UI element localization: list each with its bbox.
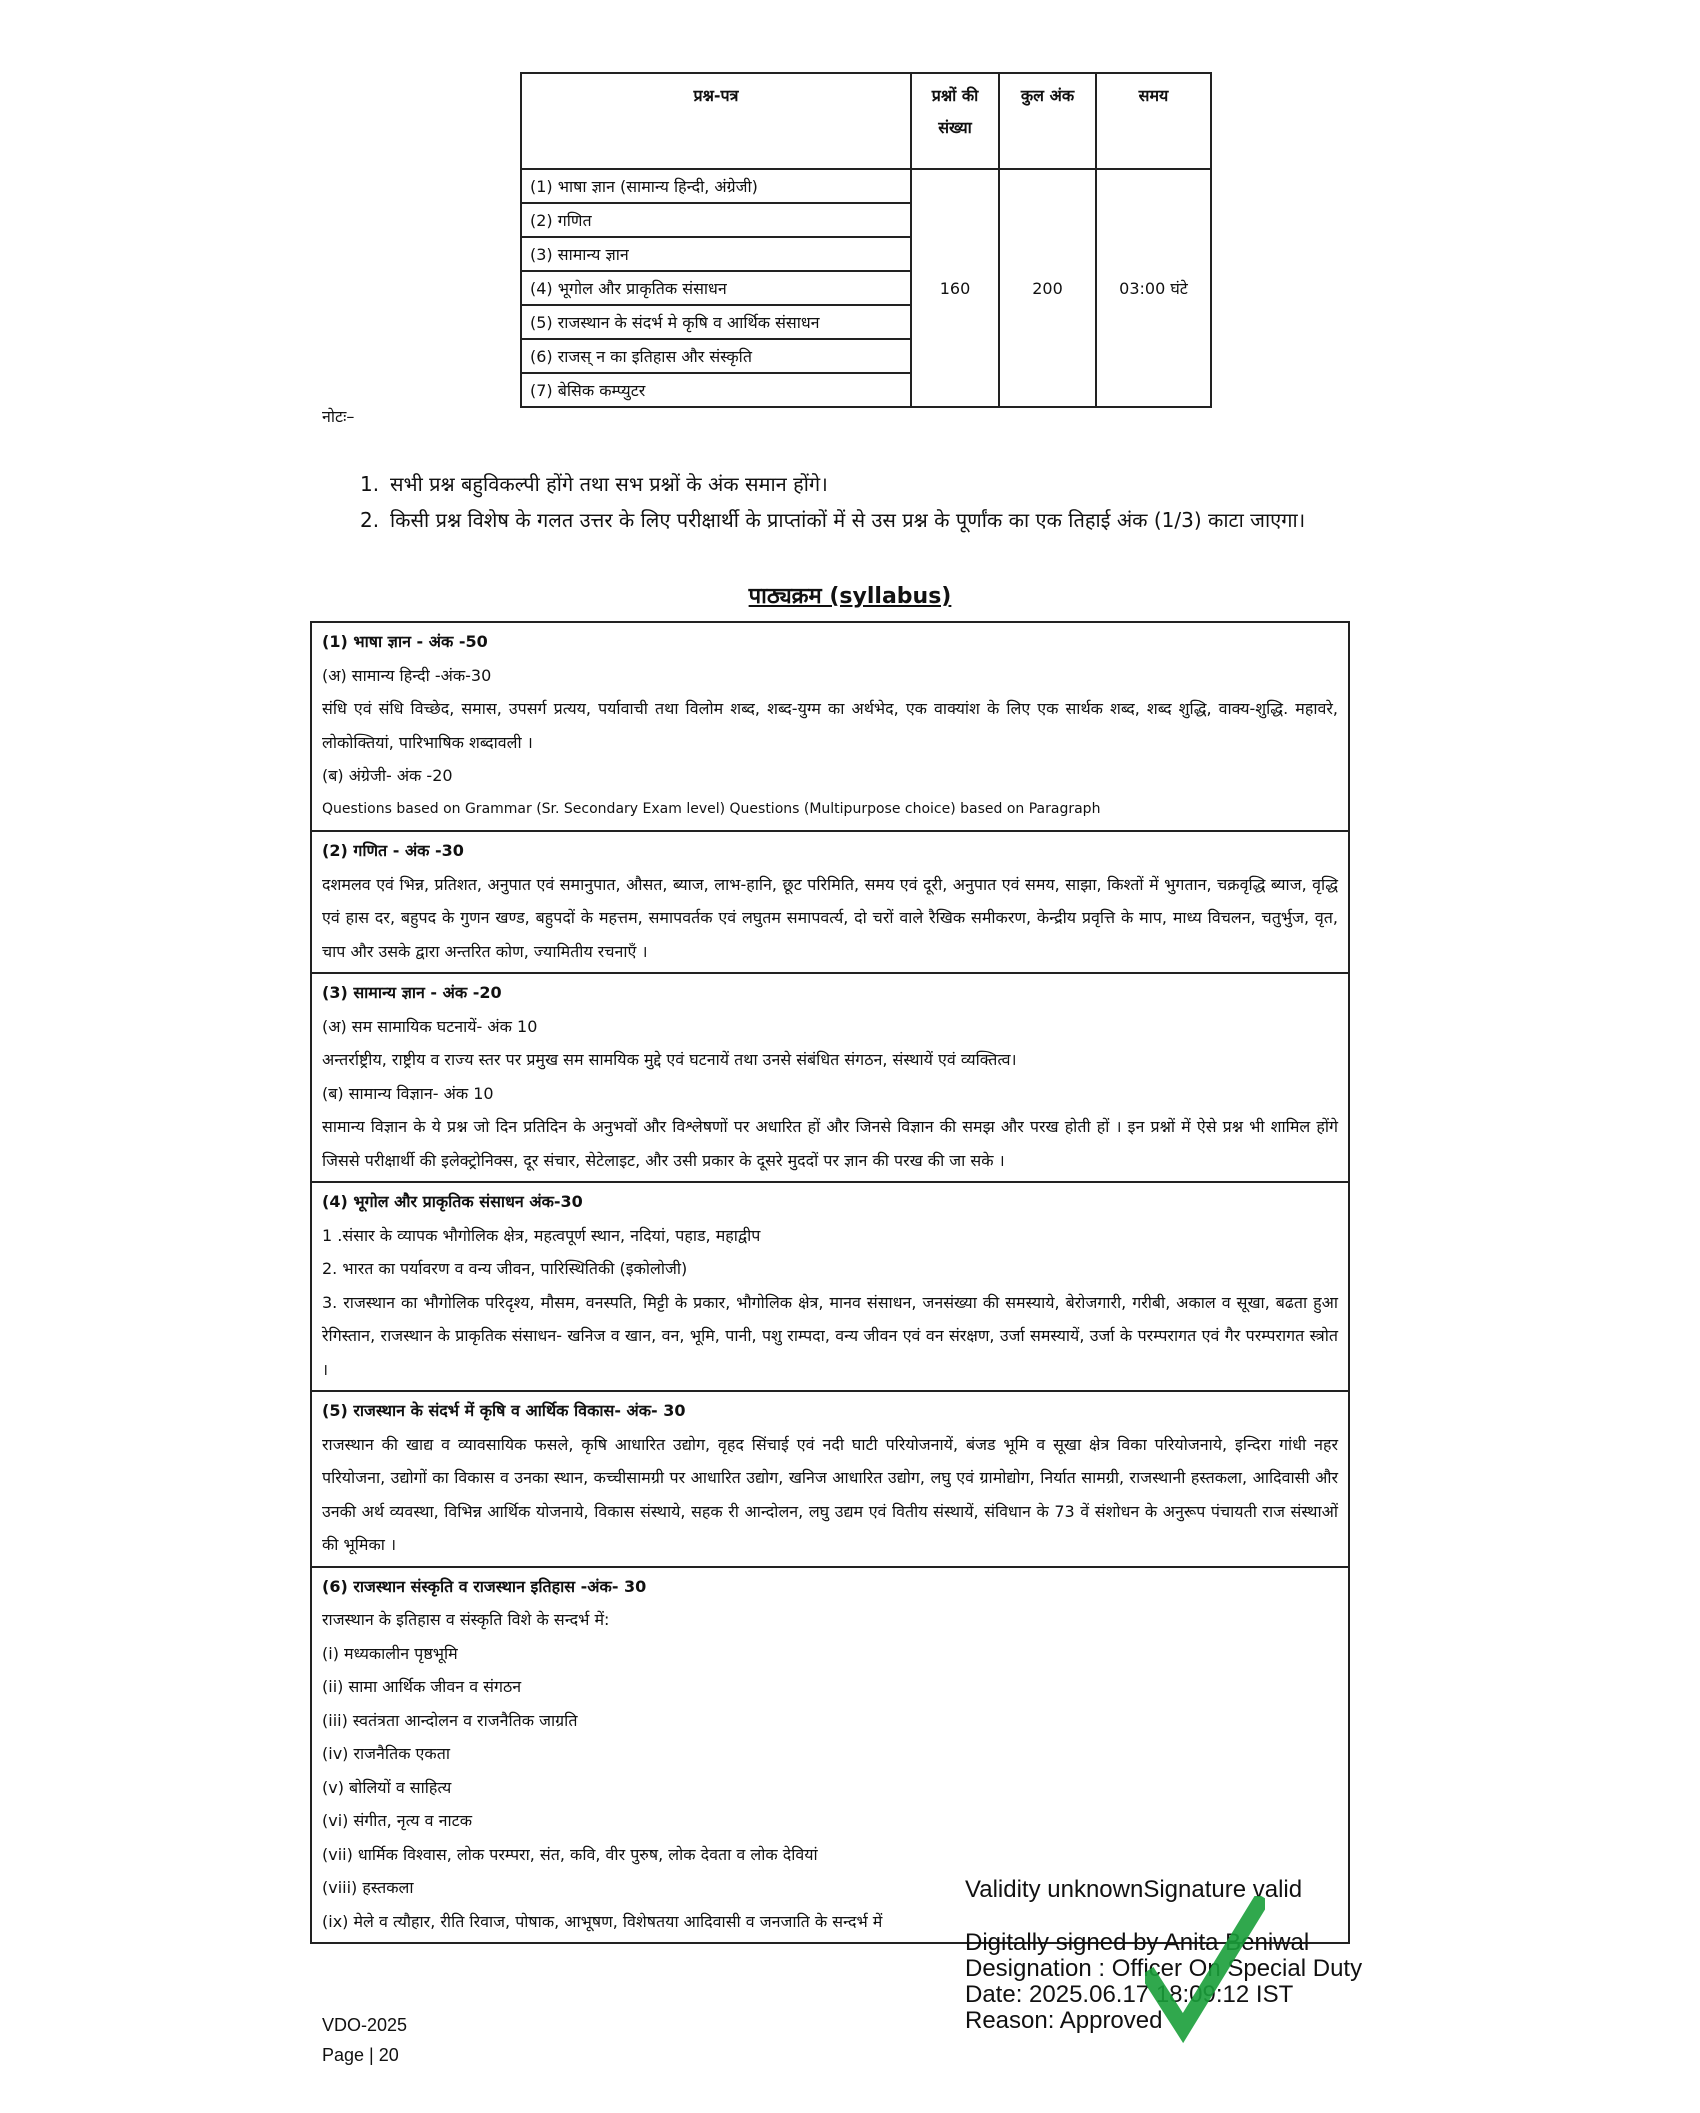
page-footer <box>322 2010 407 2070</box>
section-language <box>312 623 1348 832</box>
section-text: Questions based on Grammar (Sr. Secondary Exam level) Questions (Multipurpose choice) based on Paragraph <box>322 800 1101 817</box>
syllabus-heading <box>0 580 1700 610</box>
section-heading: (5) राजस्थान के संदर्भ में कृषि व आर्थिक विकास- अंक- 30 <box>322 1401 686 1420</box>
list-item: (ii) सामा आर्थिक जीवन व संगठन <box>322 1677 522 1696</box>
list-item: (iv) राजनैतिक एकता <box>322 1744 450 1763</box>
list-item: (ix) मेले व त्यौहार, रीति रिवाज, पोषाक, आभूषण, विशेषतया आदिवासी व जनजाति के सन्दर्भ में <box>322 1911 883 1931</box>
table-row <box>521 169 1211 203</box>
subsection-heading: (अ) सम सामायिक घटनायें- अंक 10 <box>322 1016 538 1036</box>
section-agriculture-economy <box>312 1392 1348 1568</box>
list-item: (vii) धार्मिक विश्वास, लोक परम्परा, संत, कवि, वीर पुरुष, लोक देवता व लोक देवियां <box>322 1844 818 1864</box>
table-header-row <box>521 73 1211 169</box>
subject-cell: (5) राजस्थान के संदर्भ मे कृषि व आर्थिक संसाधन <box>521 305 911 339</box>
subject-cell: (4) भूगोल और प्राकृतिक संसाधन <box>521 271 911 305</box>
subject-cell: (7) बेसिक कम्प्युटर <box>521 373 911 407</box>
total-marks: 200 <box>999 169 1096 407</box>
rule-text: सभी प्रश्न बहुविकल्पी होंगे तथा सभ प्रश्नों के अंक समान होंगे। <box>390 472 828 496</box>
rule-number: 1. <box>360 472 380 496</box>
section-text: 2. भारत का पर्यावरण व वन्य जीवन, पारिस्थितिकी (इकोलोजी) <box>322 1259 688 1278</box>
exam-pattern-table <box>520 72 1212 408</box>
section-heading: (4) भूगोल और प्राकृतिक संसाधन अंक-30 <box>322 1192 583 1211</box>
section-text: सामान्य विज्ञान के ये प्रश्न जो दिन प्रतिदिन के अनुभवों और विश्लेषणों पर अधारित हों और जिनसे विज्ञान की समझ और परख होती हों । इन प्रश्नों में ऐसे प्रश्न भी शामिल होंगे जिससे परीक्षार्थी की इलेक्ट्रोनिक्स, दूर संचार, सेटेलाइट, और उसी प्रकार के दूसरे मुददों पर ज्ञान की परख की जा सके । <box>322 1117 1338 1170</box>
note-label: नोटः– <box>322 407 355 426</box>
syllabus-heading-text: पाठ्यक्रम (syllabus) <box>748 584 952 609</box>
section-text: 3. राजस्थान का भौगोलिक परिदृश्य, मौसम, वनस्पति, मिट्टी के प्रकार, भौगोलिक क्षेत्र, मानव संसाधन, जनसंख्या की समस्याये, बेरोजगारी, गरीबी, अकाल व सूखा, बढता हुआ रेगिस्तान, राजस्थान के प्राकृतिक संसाधन- खनिज व खान, वन, भूमि, पानी, पशु राम्पदा, वन्य जीवन एवं वन संरक्षण, उर्जा समस्यायें, उर्जा के परम्परागत एवं गैर परम्परागत स्त्रोत । <box>322 1292 1338 1379</box>
signer-designation: Designation : Officer On Special Duty <box>965 1955 1363 1982</box>
section-math <box>312 832 1348 974</box>
section-heading: (3) सामान्य ज्ञान - अंक -20 <box>322 983 502 1002</box>
exam-time: 03:00 घंटे <box>1096 169 1211 407</box>
rule-text: किसी प्रश्न विशेष के गलत उत्तर के लिए परीक्षार्थी के प्राप्तांकों में से उस प्रश्न के पूर्णांक का एक तिहाई अंक (1/3) काटा जाएगा। <box>390 508 1306 532</box>
checkmark-icon <box>1145 1896 1265 2046</box>
signature-date: Date: 2025.06.17 18:09:12 IST <box>965 1981 1294 2008</box>
list-item: (i) मध्यकालीन पृष्ठभूमि <box>322 1643 458 1663</box>
section-text: 1 .संसार के व्यापक भौगोलिक क्षेत्र, महत्वपूर्ण स्थान, नदियां, पहाड, महाद्वीप <box>322 1225 761 1245</box>
subject-cell: (3) सामान्य ज्ञान <box>521 237 911 271</box>
rule-item <box>360 466 1405 502</box>
subject-cell: (1) भाषा ज्ञान (सामान्य हिन्दी, अंग्रेजी) <box>521 169 911 203</box>
syllabus-box <box>310 621 1350 1944</box>
section-geography <box>312 1183 1348 1392</box>
section-general-knowledge <box>312 974 1348 1183</box>
section-text: राजस्थान के इतिहास व संस्कृति विशे के सन्दर्भ में: <box>322 1610 610 1629</box>
signature-reason: Reason: Approved <box>965 2007 1163 2034</box>
section-text: राजस्थान की खाद्य व व्यावसायिक फसले, कृषि आधारित उद्योग, वृहद सिंचाई एवं नदी घाटी परियोजनायें, बंजड भूमि व सूखा क्षेत्र विका परियोजनाये, इन्दिरा गांधी नहर परियोजना, उद्योगों का विकास व उनका स्थान, कच्चीसामग्री पर आधारित उद्योग, खनिज आधारित उद्योग, लघु एवं ग्रामोद्योग, निर्यात सामग्री, राजस्थानी हस्तकला, आदिवासी और उनकी अर्थ व्यवस्था, विभिन्न आर्थिक योजनाये, विकास संस्थाये, सहक री आन्दोलन, लघु उद्यम एवं वितीय संस्थायें, संविधान के 73 वें संशोधन के अनुरूप पंचायती राज संस्थाओं की भूमिका । <box>322 1434 1338 1554</box>
section-heading: (2) गणित - अंक -30 <box>322 841 464 860</box>
page-number: Page | 20 <box>322 2045 399 2065</box>
header-marks: कुल अंक <box>999 73 1096 169</box>
document-code: VDO-2025 <box>322 2015 408 2035</box>
rule-item <box>360 502 1405 538</box>
list-item: (iii) स्वतंत्रता आन्दोलन व राजनैतिक जाग्रति <box>322 1710 578 1730</box>
rules-list <box>360 466 1405 538</box>
signature-status: Validity unknownSignature valid <box>965 1876 1303 1903</box>
section-text: अन्तर्राष्ट्रीय, राष्ट्रीय व राज्य स्तर पर प्रमुख सम सामयिक मुद्दे एवं घटनायें तथा उनसे संबंधित संगठन, संस्थायें एवं व्यक्तित्व। <box>322 1050 1017 1069</box>
subject-cell: (6) राजस् न का इतिहास और संस्कृति <box>521 339 911 373</box>
section-text: दशमलव एवं भिन्न, प्रतिशत, अनुपात एवं समानुपात, औसत, ब्याज, लाभ-हानि, छूट परिमिति, समय एवं दूरी, अनुपात एवं समय, साझा, किश्तों में भुगतान, चक्रवृद्धि ब्याज, वृद्धि एवं हास दर, बहुपद के गुणन खण्ड, बहुपदों के महत्तम, समापवर्तक एवं लघुतम समापवर्त्य, दो चरों वाले रैखिक समीकरण, केन्द्रीय प्रवृत्ति के माप, माध्य विचलन, चतुर्भुज, वृत, चाप और उसके द्वारा अन्तरित कोण, ज्यामितीय रचनाएँ । <box>322 874 1338 961</box>
list-item: (vi) संगीत, नृत्य व नाटक <box>322 1811 472 1830</box>
list-item: (viii) हस्तकला <box>322 1878 414 1897</box>
section-text: संधि एवं संधि विच्छेद, समास, उपसर्ग प्रत्यय, पर्यावाची तथा विलोम शब्द, शब्द-युग्म का अर्थभेद, एक वाक्यांश के लिए एक सार्थक शब्द, शब्द शुद्धि, वाक्य-शुद्धि. महावरे, लोकोक्तियां, पारिभाषिक शब्दावली । <box>322 699 1338 752</box>
list-item: (v) बोलियों व साहित्य <box>322 1777 452 1797</box>
header-paper: प्रश्न-पत्र <box>521 73 911 169</box>
subsection-heading: (ब) सामान्य विज्ञान- अंक 10 <box>322 1083 494 1103</box>
rule-number: 2. <box>360 508 380 532</box>
questions-count: 160 <box>911 169 999 407</box>
header-questions: प्रश्नों की संख्या <box>911 73 999 169</box>
subsection-heading: (अ) सामान्य हिन्दी -अंक-30 <box>322 665 492 685</box>
header-time: समय <box>1096 73 1211 169</box>
section-heading: (1) भाषा ज्ञान - अंक -50 <box>322 632 488 651</box>
subject-cell: (2) गणित <box>521 203 911 237</box>
signed-by: Digitally signed by Anita Beniwal <box>965 1929 1310 1956</box>
section-heading: (6) राजस्थान संस्कृति व राजस्थान इतिहास -अंक- 30 <box>322 1576 647 1596</box>
subsection-heading: (ब) अंग्रेजी- अंक -20 <box>322 766 453 785</box>
